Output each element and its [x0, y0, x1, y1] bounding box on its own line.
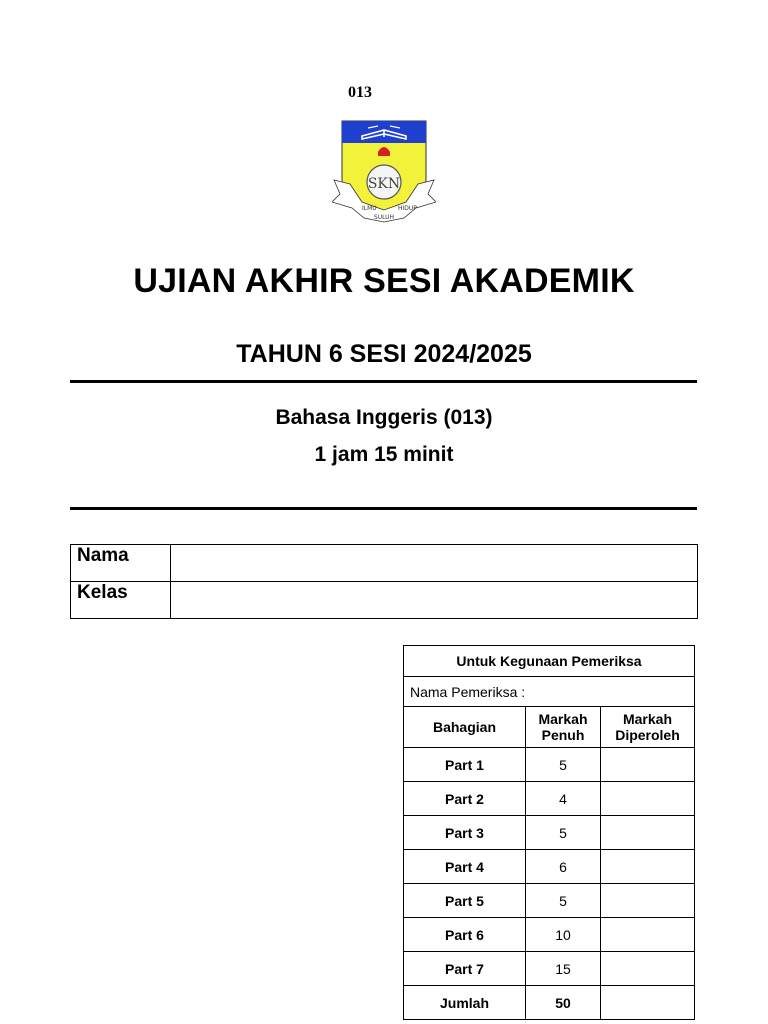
- total-obtained-cell[interactable]: [601, 986, 695, 1020]
- table-row: [404, 884, 695, 918]
- name-row: [71, 545, 698, 582]
- marks-table-title: Untuk Kegunaan Pemeriksa: [404, 646, 695, 677]
- obtained-marks-cell[interactable]: [601, 952, 695, 986]
- class-row: [71, 582, 698, 619]
- svg-text:SULUH: SULUH: [373, 214, 395, 221]
- full-marks-value: 5: [526, 884, 601, 918]
- full-marks-value: 10: [526, 918, 601, 952]
- exam-subtitle: TAHUN 6 SESI 2024/2025: [236, 340, 532, 368]
- examiner-marks-table: [403, 645, 695, 1020]
- class-field[interactable]: [171, 582, 698, 619]
- exam-title: UJIAN AKHIR SESI AKADEMIK: [133, 262, 635, 300]
- obtained-marks-cell[interactable]: [601, 918, 695, 952]
- table-row: [404, 816, 695, 850]
- header-marks-obtained: Markah Diperoleh: [601, 707, 695, 748]
- obtained-marks-cell[interactable]: [601, 782, 695, 816]
- header-full-marks: Markah Penuh: [526, 707, 601, 748]
- full-marks-value: 5: [526, 748, 601, 782]
- student-info-table: [70, 544, 698, 619]
- table-row: [404, 850, 695, 884]
- table-row: [404, 952, 695, 986]
- total-full-marks: 50: [526, 986, 601, 1020]
- part-label: Part 5: [404, 884, 526, 918]
- table-row: [404, 782, 695, 816]
- part-label: Part 3: [404, 816, 526, 850]
- table-row: [404, 748, 695, 782]
- obtained-marks-cell[interactable]: [601, 748, 695, 782]
- svg-text:HIDUP: HIDUP: [398, 205, 417, 212]
- exam-subject: Bahasa Inggeris (013): [275, 406, 493, 429]
- obtained-marks-cell[interactable]: [601, 816, 695, 850]
- class-label: Kelas: [71, 582, 171, 619]
- paper-code: 013: [348, 84, 372, 101]
- part-label: Part 2: [404, 782, 526, 816]
- total-row: [404, 986, 695, 1020]
- name-field[interactable]: [171, 545, 698, 582]
- name-label: Nama: [71, 545, 171, 582]
- part-label: Part 4: [404, 850, 526, 884]
- table-row: [404, 918, 695, 952]
- part-label: Part 1: [404, 748, 526, 782]
- header-section: Bahagian: [404, 707, 526, 748]
- full-marks-value: 6: [526, 850, 601, 884]
- examiner-name-field[interactable]: Nama Pemeriksa :: [404, 677, 695, 707]
- part-label: Part 7: [404, 952, 526, 986]
- part-label: Part 6: [404, 918, 526, 952]
- svg-text:ILMU: ILMU: [362, 205, 377, 212]
- divider-top: [70, 380, 697, 383]
- full-marks-value: 5: [526, 816, 601, 850]
- crest-monogram: SKN: [367, 176, 401, 192]
- total-label: Jumlah: [404, 986, 526, 1020]
- exam-duration: 1 jam 15 minit: [314, 443, 454, 466]
- full-marks-value: 15: [526, 952, 601, 986]
- divider-bottom: [70, 507, 697, 510]
- obtained-marks-cell[interactable]: [601, 884, 695, 918]
- full-marks-value: 4: [526, 782, 601, 816]
- school-crest-logo: [332, 118, 436, 228]
- obtained-marks-cell[interactable]: [601, 850, 695, 884]
